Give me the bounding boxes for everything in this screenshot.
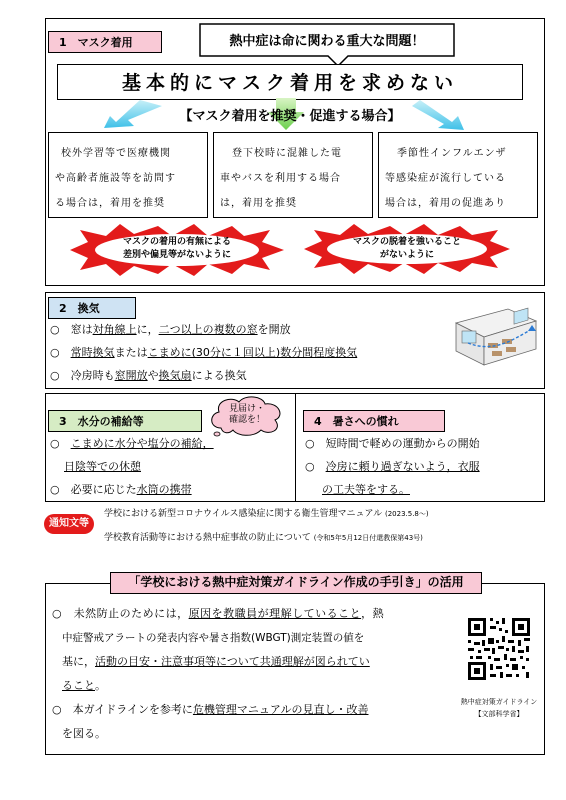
notice-line-2: 学校教育活動等における熱中症事故の防止について (令和5年5月12日付還教保第43号) [104, 533, 423, 543]
mask-case-box-1: 校外学習等で医療機関 や高齢者施設等を訪問す る場合は，着用を推奨 [48, 132, 208, 218]
guideline-p2-line2: を図る。 [62, 727, 106, 740]
mask-banner-text: 基本的にマスク着用を求めない [121, 72, 458, 94]
burst-right-text: マスクの脱着を強いること がないように [352, 237, 461, 260]
section1-label: 1 マスク着用 [48, 31, 162, 53]
mask-case-box-3: 季節性インフルエンザ 等感染症が流行している 場合は，着用の促進あり [378, 132, 538, 218]
guideline-p1-line2: 中症警戒アラートの発表内容や暑さ指数(WBGT)測定装置の値を [62, 632, 365, 644]
hydration-line-3: ○ 必要に応じた水筒の携帯 [50, 483, 192, 496]
guideline-p1-line3: 基に，活動の目安・注意事項等について共通理解が図られてい [62, 655, 370, 668]
notice-badge: 通知文等 [44, 514, 94, 534]
callout-text: 熱中症は命に関わる重大な問題！ [229, 34, 425, 49]
hydration-line-2: 日陰等での休憩 [64, 460, 141, 473]
guideline-p2-line1: ○ 本ガイドラインを参考に危機管理マニュアルの見直し・改善 [52, 703, 369, 716]
heat-adapt-line-3: の工夫等をする。 [322, 483, 410, 496]
classroom-illustration [448, 307, 540, 367]
section3-label: 3 水分の補給等 [48, 410, 202, 432]
heat-adapt-line-1: ○ 短時間で軽めの運動からの開始 [305, 437, 480, 450]
vent-item-1: ○ 窓は対角線上に，二つ以上の複数の窓を開放 [50, 323, 291, 336]
vent-item-3: ○ 冷房時も窓開放や換気扇による換気 [50, 369, 247, 382]
qr-caption: 熱中症対策ガイドライン 【文部科学省】 [460, 698, 538, 718]
section2-label: 2 換気 [48, 297, 136, 319]
section4-label: 4 暑さへの慣れ [303, 410, 445, 432]
mask-subheading: 【マスク着用を推奨・促進する場合】 [179, 109, 401, 124]
guideline-title: 「学校における熱中症対策ガイドライン作成の手引き」の活用 [110, 572, 482, 594]
heat-adapt-line-2: ○ 冷房に頼り過ぎないよう，衣服 [305, 460, 480, 473]
guideline-p1-line4: ること。 [62, 679, 106, 692]
burst-left-text: マスクの着用の有無による 差別や偏見等がないように [122, 237, 231, 260]
section34-divider [295, 393, 296, 502]
hydration-line-1: ○ こまめに水分や塩分の補給， [50, 437, 214, 450]
qr-code[interactable] [466, 616, 532, 682]
notice-line-1: 学校における新型コロナウイルス感染症に関する衛生管理マニュアル (2023.5.8〜) [104, 509, 429, 519]
vent-item-2: ○ 常時換気またはこまめに(30分に１回以上)数分間程度換気 [50, 346, 358, 359]
mask-case-box-2: 登下校時に混雑した電 車やバスを利用する場合 は，着用を推奨 [213, 132, 373, 218]
guideline-p1-line1: ○ 未然防止のためには，原因を教職員が理解していること，熱 [52, 607, 385, 620]
cloud-text: 見届け・ 確認を！ [228, 404, 265, 425]
